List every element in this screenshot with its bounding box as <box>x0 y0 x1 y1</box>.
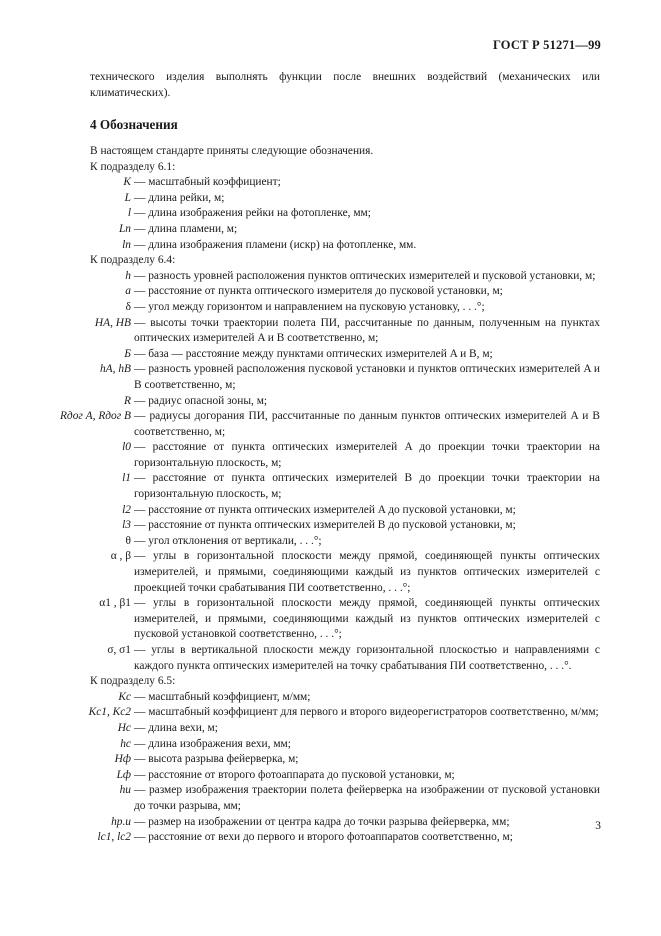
definition-text: — расстояние от второго фотоаппарата до пусковой установки, м; <box>134 768 455 781</box>
definition-text: — расстояние от пункта оптического измерителя до пусковой установки, м; <box>134 285 503 298</box>
intro-continuation: технического изделия выполнять функции после внешних воздействий (механических или климатических). <box>90 71 600 99</box>
definition-text: — углы в горизонтальной плоскости между прямой, соединяющей пункты оптических измерителей, и прямыми, соединяющими каждый из пунктов оптических измерителей с проекцией точки срабатывания ПИ соответственно, . . .°; <box>134 550 600 594</box>
definition-text: — расстояние от пункта оптических измерителей A до проекции точки траектории на горизонтальную плоскость, м; <box>134 441 600 469</box>
definitions-6-1 <box>0 175 661 253</box>
definition-text: — длина вехи, м; <box>134 721 218 734</box>
definition-text: — углы в горизонтальной плоскости между прямой, соединяющей пункты оптических измерителей, и прямыми, соединяющими каждый из пунктов оптических измерителей с пусковой установкой соответственно, . . .°; <box>134 597 600 641</box>
definition-symbol: HA, HB <box>94 316 131 329</box>
definition-row <box>0 316 661 347</box>
definition-symbol: a <box>125 285 131 298</box>
definition-text: — масштабный коэффициент; <box>134 176 281 189</box>
definition-symbol: σ, σ1 <box>107 644 131 656</box>
definition-text: — разность уровней расположения пусковой установки и пунктов оптических измерителей A и B соответственно, м; <box>134 363 600 391</box>
definition-symbol: L <box>124 191 131 204</box>
definition-row <box>0 549 661 596</box>
definition-row <box>0 269 661 285</box>
page-number: 3 <box>595 820 601 832</box>
definition-text: — высота разрыва фейерверка, м; <box>134 753 299 766</box>
definition-row <box>0 830 661 846</box>
definition-symbol: Kc <box>118 690 131 703</box>
definition-text: — разность уровней расположения пунктов оптических измерителей и пусковой установки, м; <box>134 269 596 282</box>
definition-row <box>0 238 661 254</box>
definition-row <box>0 783 661 814</box>
definition-symbol: Б <box>124 347 131 360</box>
definition-symbol: l1 <box>122 472 131 485</box>
definition-symbol: K <box>123 176 131 189</box>
subsection-label-6-4: К подразделу 6.4: <box>90 254 176 267</box>
definition-text: — расстояние от пункта оптических измерителей A до пусковой установки, м; <box>134 503 516 516</box>
definition-row <box>0 362 661 393</box>
definition-row <box>0 596 661 643</box>
definition-symbol: l <box>127 207 131 220</box>
definition-row <box>0 705 661 721</box>
lead-text: В настоящем стандарте приняты следующие обозначения. <box>90 145 374 157</box>
definition-symbol: θ <box>125 534 131 547</box>
definition-row <box>0 815 661 831</box>
document-code: ГОСТ Р 51271—99 <box>492 38 601 52</box>
definition-text: — длина изображения вехи, мм; <box>134 737 291 750</box>
definition-text: — расстояние от пункта оптических измерителей B до пусковой установки, м; <box>134 519 516 532</box>
definition-symbol: l0 <box>122 441 131 454</box>
definition-text: — радиусы догорания ПИ, рассчитанные по данным пунктов оптических измерителей A и B соответственно, м; <box>134 410 600 438</box>
definition-text: — база — расстояние между пунктами оптических измерителей A и B, м; <box>134 347 493 360</box>
definition-row <box>0 300 661 316</box>
definition-symbol: hр.и <box>111 815 131 828</box>
definition-text: — высоты точки траектории полета ПИ, рассчитанные по данным, полученным на пунктах оптических измерителей A и B соответственно, м; <box>134 316 600 345</box>
subsection-label-6-5: К подразделу 6.5: <box>90 675 176 688</box>
definition-row <box>0 690 661 706</box>
definition-row <box>0 394 661 410</box>
definition-symbol: α , β <box>110 550 131 563</box>
definition-row <box>0 752 661 768</box>
definition-symbol: Rдог A, Rдог B <box>59 410 131 423</box>
definition-text: — масштабный коэффициент, м/мм; <box>134 690 311 703</box>
definition-row <box>0 409 661 440</box>
definition-text: — длина изображения пламени (искр) на фотопленке, мм. <box>134 238 417 251</box>
definitions-6-4 <box>0 269 661 674</box>
definition-row <box>0 440 661 471</box>
definition-text: — углы в вертикальной плоскости между горизонтальной плоскостью и направлениями с каждого пункта оптических измерителей на точку срабатывания ПИ соответственно, . . .°. <box>134 644 600 672</box>
definition-text: — длина изображения рейки на фотопленке, мм; <box>134 207 371 220</box>
definition-text: — размер на изображении от центра кадра до точки разрыва фейерверка, мм; <box>134 815 510 828</box>
definition-symbol: α1 , β1 <box>99 597 131 610</box>
definition-symbol: hи <box>119 784 131 797</box>
definition-row <box>0 222 661 238</box>
definition-symbol: lc1, lc2 <box>97 831 131 844</box>
definition-text: — масштабный коэффициент для первого и второго видеорегистраторов соответственно, м/мм; <box>134 706 599 719</box>
definition-symbol: Hc <box>117 721 131 734</box>
definition-row <box>0 206 661 222</box>
definition-text: — длина пламени, м; <box>134 222 238 235</box>
definition-row <box>0 471 661 502</box>
definition-symbol: Hф <box>114 753 131 766</box>
definition-row <box>0 284 661 300</box>
definition-symbol: hA, hB <box>99 363 131 376</box>
definition-row <box>0 643 661 674</box>
definitions-6-5 <box>0 690 661 846</box>
definition-symbol: Lф <box>116 768 131 781</box>
subsection-label-6-1: К подразделу 6.1: <box>90 160 176 173</box>
definition-row <box>0 721 661 737</box>
definition-row <box>0 191 661 207</box>
definition-symbol: hc <box>120 737 131 750</box>
definition-symbol: l2 <box>122 503 131 516</box>
section-title: 4 Обозначения <box>90 117 178 132</box>
definition-row <box>0 534 661 550</box>
definition-symbol: Kc1, Kc2 <box>88 706 131 719</box>
definition-symbol: R <box>124 394 131 407</box>
definition-symbol: lп <box>122 238 131 251</box>
definition-text: — радиус опасной зоны, м; <box>134 394 268 407</box>
definition-text: — расстояние от пункта оптических измерителей B до проекции точки траектории на горизонтальную плоскость, м; <box>134 472 600 501</box>
section-body <box>0 144 661 846</box>
definition-text: — расстояние от вехи до первого и второго фотоаппаратов соответственно, м; <box>134 831 513 844</box>
definition-text: — угол между горизонтом и направлением на пусковую установку, . . .°; <box>134 300 485 313</box>
definition-row <box>0 503 661 519</box>
definition-row <box>0 175 661 191</box>
definition-symbol: δ <box>125 300 131 313</box>
definition-row <box>0 347 661 363</box>
definition-row <box>0 768 661 784</box>
definition-text: — длина рейки, м; <box>134 191 225 204</box>
definition-row <box>0 518 661 534</box>
definition-row <box>0 737 661 753</box>
definition-symbol: h <box>125 269 131 282</box>
definition-symbol: Lп <box>118 222 131 235</box>
definition-symbol: l3 <box>122 519 131 532</box>
definition-text: — угол отклонения от вертикали, . . .°; <box>134 534 322 547</box>
definition-text: — размер изображения траектории полета фейерверка на изображении от пусковой установки до точки разрыва, мм; <box>134 784 600 812</box>
